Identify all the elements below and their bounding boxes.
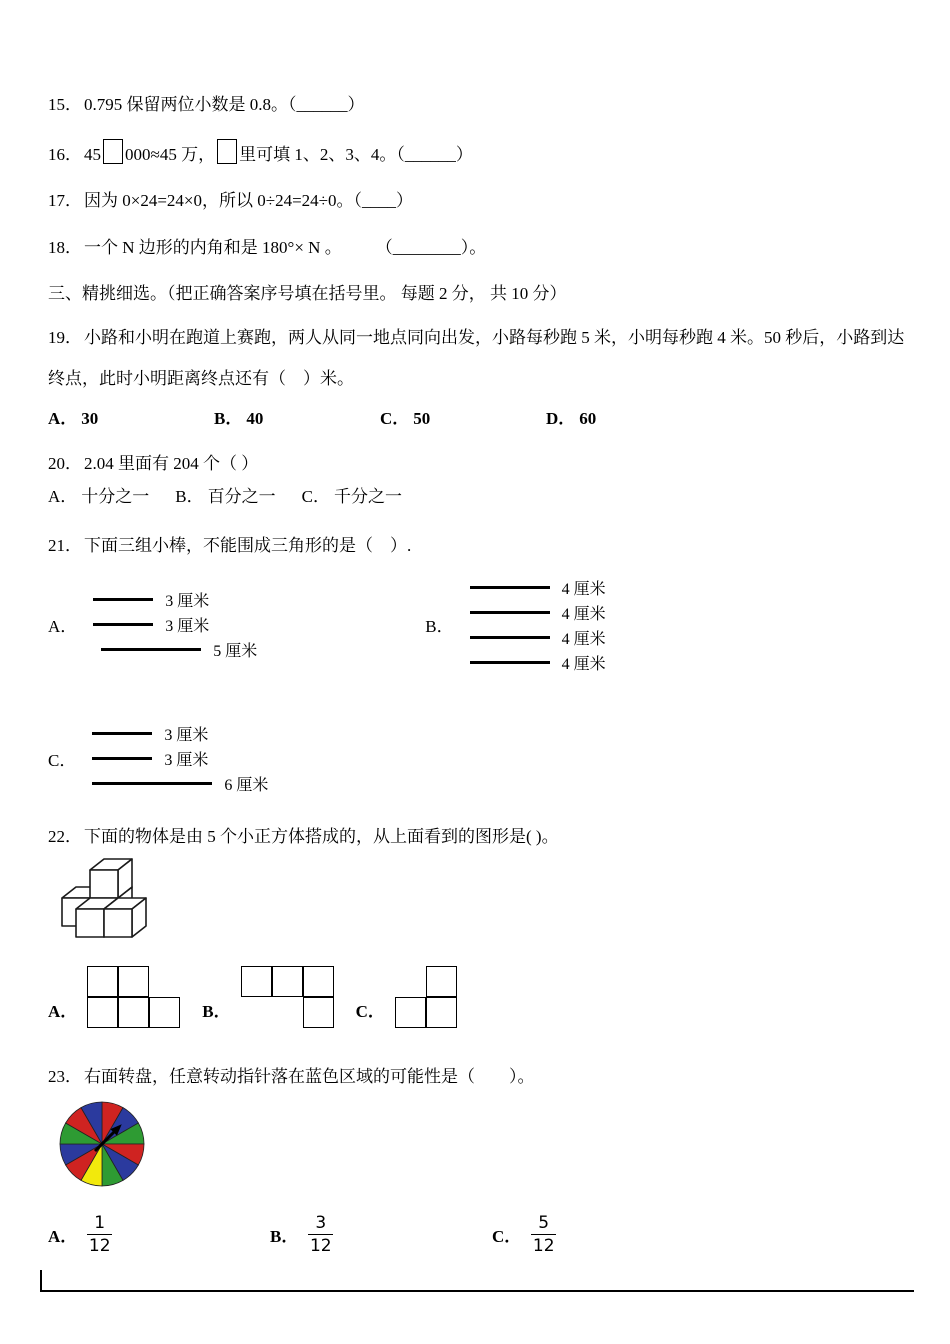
segment-length-label: 4 厘米 <box>561 630 606 648</box>
question-21 <box>48 533 906 796</box>
grid-square <box>303 966 334 997</box>
fraction-numerator: 5 <box>531 1213 556 1235</box>
option-value: 60 <box>579 408 597 428</box>
grid-square <box>395 997 426 1028</box>
section-heading: 三、精挑细选。（把正确答案序号填在括号里。 每题 2 分， 共 10 分） <box>48 284 567 303</box>
grid-square <box>241 966 272 997</box>
option-letter: C． <box>492 1226 522 1246</box>
option-value: 50 <box>413 408 431 428</box>
option-letter: B． <box>202 1002 231 1022</box>
option-letter: A． <box>48 1002 78 1022</box>
stick-segment <box>470 611 550 614</box>
option-b <box>270 1213 492 1256</box>
fraction-numerator: 3 <box>308 1213 333 1235</box>
question-text: 一个 N 边形的内角和是 180°× N 。 <box>84 237 342 257</box>
grid-square <box>118 997 149 1028</box>
fraction-denominator: 12 <box>532 1235 555 1256</box>
question-number: 16． <box>48 144 82 164</box>
grid-square <box>272 966 303 997</box>
option-letter: C． <box>355 1002 385 1022</box>
option-value: 百分之一 <box>207 487 276 507</box>
question-17 <box>48 188 906 214</box>
option-b <box>214 404 380 429</box>
question-text: 因为 0×24=24×0，所以 0÷24=24÷0。（____） <box>84 191 414 210</box>
spinner-figure <box>56 1098 906 1195</box>
question-number: 22． <box>48 826 82 846</box>
option-letter: D． <box>546 408 576 428</box>
option-a <box>48 404 214 429</box>
question-number: 17． <box>48 191 82 210</box>
spinner-wheel <box>56 1098 148 1190</box>
fraction-numerator: 1 <box>87 1213 112 1235</box>
option-letter: B． <box>270 1226 299 1246</box>
grid-square <box>149 997 180 1028</box>
option-b <box>175 482 275 507</box>
question-text: 0.795 保留两位小数是 0.8。（______） <box>84 95 365 114</box>
option-c <box>302 482 402 507</box>
option-letter: A． <box>48 617 78 637</box>
stick-segment <box>470 586 550 589</box>
question-number: 18． <box>48 237 82 257</box>
segment-length-label: 3 厘米 <box>165 618 210 636</box>
question-text: 下面三组小棒，不能围成三角形的是（ ）. <box>84 536 412 556</box>
option-letter: C． <box>380 408 410 428</box>
answer-blank: （________）。 <box>375 237 487 257</box>
fraction-denominator: 12 <box>309 1235 332 1256</box>
question-number: 20． <box>48 453 82 473</box>
grid-square <box>87 966 118 997</box>
q20-options <box>48 482 906 507</box>
q21-option-c <box>48 721 906 796</box>
option-value: 十分之一 <box>81 487 150 507</box>
option-letter: A． <box>48 487 78 507</box>
option-letter: A． <box>48 1226 78 1246</box>
blank-box <box>217 139 237 164</box>
option-value: 千分之一 <box>333 487 402 507</box>
option-b <box>202 966 335 1030</box>
question-20 <box>48 451 906 508</box>
q23-options <box>48 1213 906 1256</box>
top-view-shape-c <box>395 966 459 1030</box>
question-23 <box>48 1064 906 1256</box>
segment-length-label: 4 厘米 <box>561 605 606 623</box>
stick-segment <box>101 648 201 651</box>
stick-segment <box>470 661 550 664</box>
segment-length-label: 4 厘米 <box>561 655 606 673</box>
question-15 <box>48 92 906 118</box>
cube-stack-figure <box>48 857 906 952</box>
fraction-denominator: 12 <box>88 1235 111 1256</box>
question-number: 23． <box>48 1067 82 1087</box>
question-19 <box>48 317 906 429</box>
question-number: 19． <box>48 327 82 347</box>
grid-square <box>118 966 149 997</box>
option-letter: A． <box>48 408 78 428</box>
stick-segment <box>93 598 153 601</box>
segment-length-label: 3 厘米 <box>164 726 209 744</box>
q22-options <box>48 966 906 1030</box>
top-view-shape-b <box>241 966 336 1030</box>
grid-square <box>426 997 457 1028</box>
stick-segment <box>92 732 152 735</box>
question-16 <box>48 139 906 168</box>
grid-square <box>426 966 457 997</box>
blank-box <box>103 139 123 164</box>
segment-length-label: 6 厘米 <box>224 776 269 794</box>
option-value: 30 <box>81 408 99 428</box>
top-view-shape-a <box>87 966 182 1030</box>
question-text: 右面转盘，任意转动指针落在蓝色区域的可能性是（ ）。 <box>84 1067 535 1087</box>
question-number: 21． <box>48 536 82 556</box>
page-border-corner <box>40 1270 914 1292</box>
segment-length-label: 3 厘米 <box>164 751 209 769</box>
q21-option-b <box>425 575 605 675</box>
question-text: 里可填 1、2、3、4。（______） <box>239 144 473 164</box>
option-a <box>48 966 182 1030</box>
question-22 <box>48 824 906 1031</box>
stick-segment <box>470 636 550 639</box>
segment-length-label: 4 厘米 <box>561 580 606 598</box>
option-letter: C． <box>301 487 330 507</box>
grid-square <box>87 997 118 1028</box>
q21-option-a <box>48 575 257 675</box>
fraction <box>87 1213 112 1256</box>
option-letter: B． <box>425 617 454 637</box>
fraction <box>308 1213 333 1256</box>
option-letter: B． <box>214 408 243 428</box>
question-text: 2.04 里面有 204 个（ ） <box>84 453 259 473</box>
q19-options <box>48 404 906 429</box>
question-text: 45 <box>84 144 101 164</box>
fraction <box>531 1213 556 1256</box>
option-value: 40 <box>246 408 264 428</box>
segment-length-label: 3 厘米 <box>165 593 210 611</box>
question-text: 000≈45 万， <box>125 144 216 164</box>
question-number: 15． <box>48 95 82 114</box>
question-text: 小路和小明在跑道上赛跑，两人从同一地点同向出发，小路每秒跑 5 米，小明每秒跑 4 米。50 秒后，小路到达终点，此时小明距离终点还有（ ）米。 <box>48 327 905 389</box>
option-letter: B． <box>175 487 204 507</box>
question-18 <box>48 235 906 261</box>
stick-segment <box>92 757 152 760</box>
option-c <box>492 1213 556 1256</box>
stick-segment <box>93 623 153 626</box>
question-text: 下面的物体是由 5 个小正方体搭成的，从上面看到的图形是( )。 <box>84 826 559 846</box>
option-c <box>356 966 459 1030</box>
option-c <box>380 404 546 429</box>
grid-square <box>303 997 334 1028</box>
stick-segment <box>92 782 212 785</box>
option-d <box>546 404 712 429</box>
cube-stack-drawing <box>48 857 156 947</box>
segment-length-label: 5 厘米 <box>213 643 258 661</box>
option-a <box>48 482 149 507</box>
option-a <box>48 1213 270 1256</box>
option-letter: C． <box>48 750 77 770</box>
